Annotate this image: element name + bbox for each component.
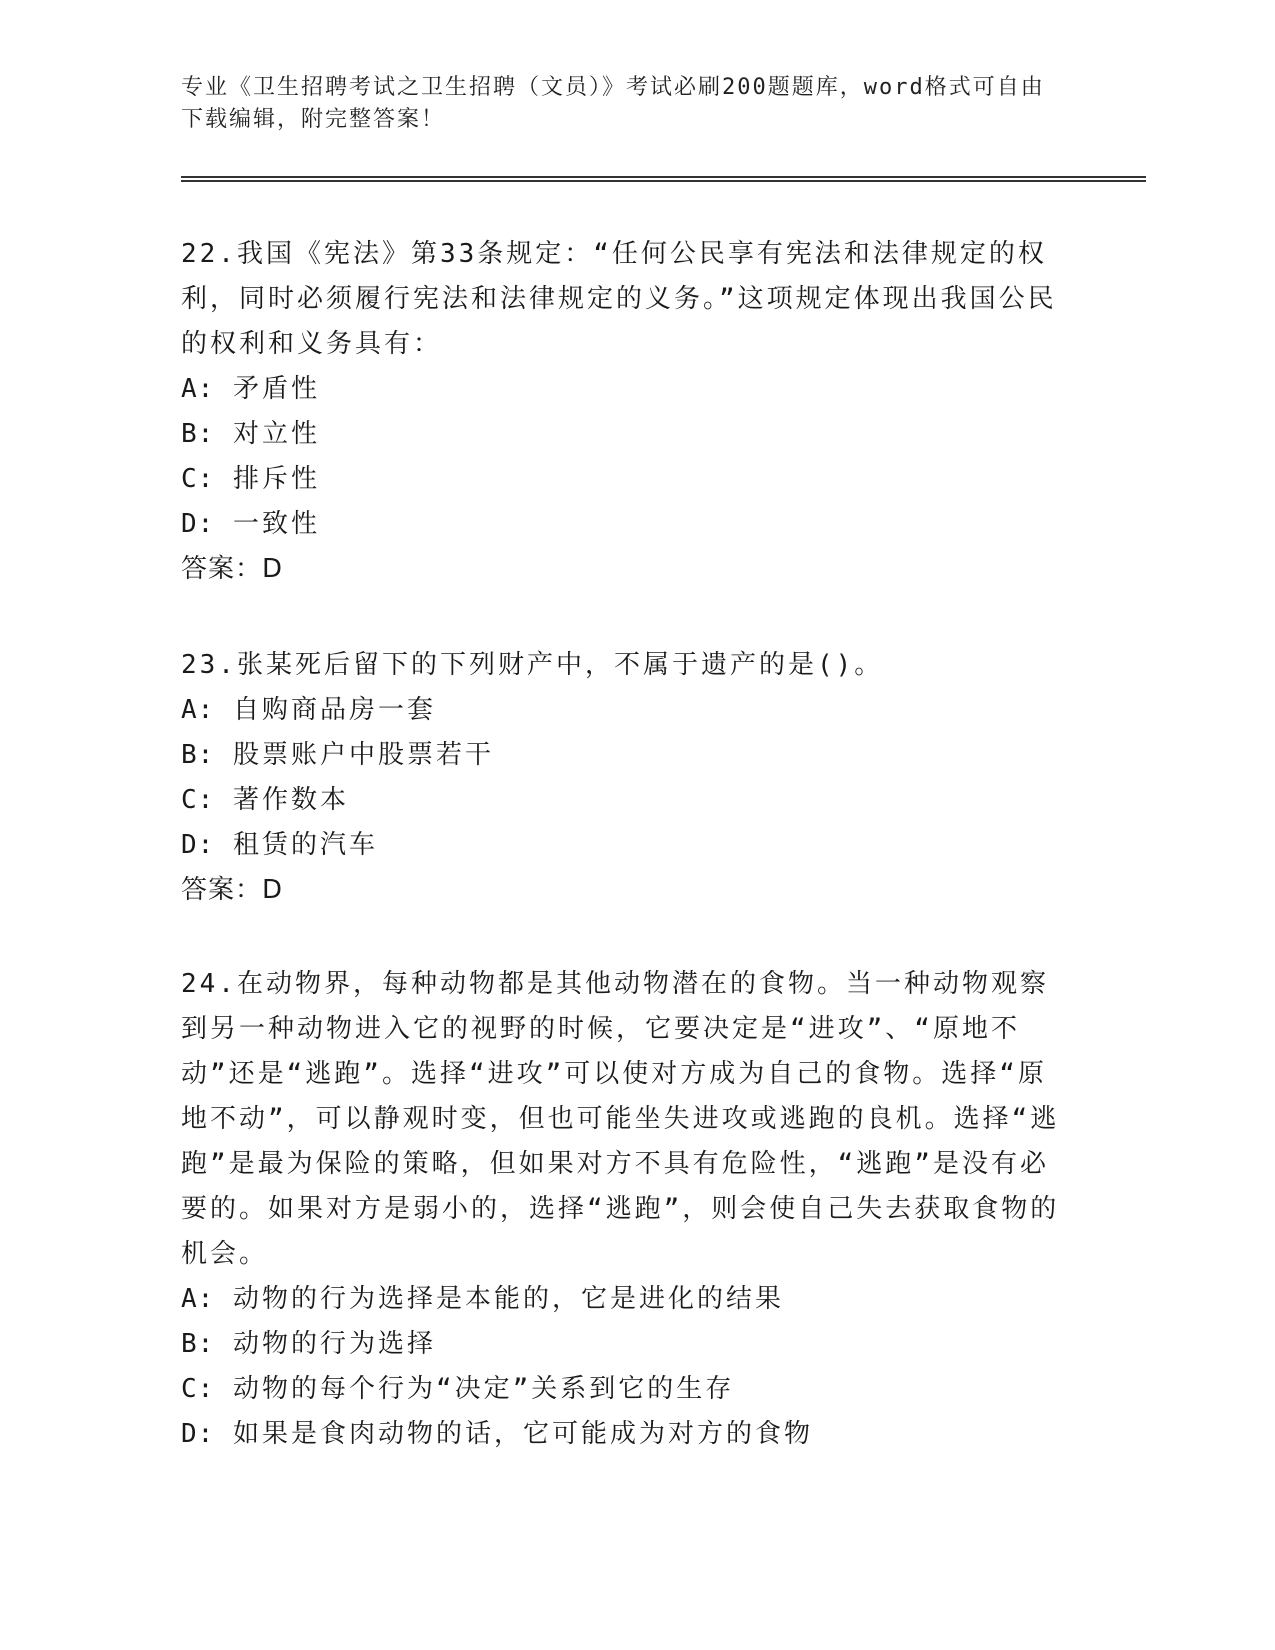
- option-text: 一致性: [232, 509, 320, 539]
- option-c: [181, 1367, 1061, 1412]
- header-divider: [181, 176, 1146, 182]
- option-a: [181, 367, 1061, 412]
- question-text: 23.张某死后留下的下列财产中，不属于遗产的是()。: [181, 650, 884, 680]
- option-letter: C:: [181, 464, 215, 494]
- question-23: [181, 643, 1061, 913]
- option-letter: D:: [181, 830, 215, 860]
- option-d: [181, 823, 1061, 868]
- question-24: [181, 962, 1061, 1457]
- question-text: 24.在动物界，每种动物都是其他动物潜在的食物。当一种动物观察到另一种动物进入它的视野的时候，它要决定是“进攻”、“原地不动”还是“逃跑”。选择“进攻”可以使对方成为自己的食物。选择“原地不动”，可以静观时变，但也可能坐失进攻或逃跑的良机。选择“逃跑”是最为保险的策略，但如果对方不具有危险性，“逃跑”是没有必要的。如果对方是弱小的，选择“逃跑”，则会使自己失去获取食物的机会。: [181, 969, 1060, 1269]
- option-letter: B:: [181, 1329, 215, 1359]
- option-letter: A:: [181, 374, 215, 404]
- option-a: [181, 688, 1061, 733]
- option-text: 租赁的汽车: [232, 830, 378, 860]
- option-text: 股票账户中股票若干: [232, 740, 494, 770]
- option-letter: C:: [181, 1374, 215, 1404]
- option-text: 动物的行为选择是本能的，它是进化的结果: [232, 1284, 784, 1314]
- option-c: [181, 457, 1061, 502]
- option-a: [181, 1277, 1061, 1322]
- option-b: [181, 1322, 1061, 1367]
- question-22: [181, 232, 1061, 592]
- option-letter: A:: [181, 695, 215, 725]
- question-text: 22.我国《宪法》第33条规定：“任何公民享有宪法和法律规定的权利，同时必须履行宪法和法律规定的义务。”这项规定体现出我国公民的权利和义务具有：: [181, 239, 1057, 359]
- option-c: [181, 778, 1061, 823]
- answer-line: 答案：D: [181, 875, 284, 905]
- option-letter: A:: [181, 1284, 215, 1314]
- answer-line: 答案：D: [181, 554, 284, 584]
- option-d: [181, 502, 1061, 547]
- option-text: 著作数本: [232, 785, 349, 815]
- option-b: [181, 733, 1061, 778]
- option-d: [181, 1412, 1061, 1457]
- option-text: 动物的行为选择: [232, 1329, 436, 1359]
- option-text: 自购商品房一套: [232, 695, 436, 725]
- option-text: 动物的每个行为“决定”关系到它的生存: [232, 1374, 735, 1404]
- option-text: 排斥性: [232, 464, 320, 494]
- option-text: 如果是食肉动物的话，它可能成为对方的食物: [232, 1419, 813, 1449]
- option-letter: B:: [181, 740, 215, 770]
- document-header: 专业《卫生招聘考试之卫生招聘（文员）》考试必刷200题题库，word格式可自由下载编辑，附完整答案！: [181, 75, 1045, 132]
- option-text: 矛盾性: [232, 374, 320, 404]
- option-letter: D:: [181, 509, 215, 539]
- option-letter: D:: [181, 1419, 215, 1449]
- option-letter: C:: [181, 785, 215, 815]
- option-b: [181, 412, 1061, 457]
- option-text: 对立性: [232, 419, 320, 449]
- option-letter: B:: [181, 419, 215, 449]
